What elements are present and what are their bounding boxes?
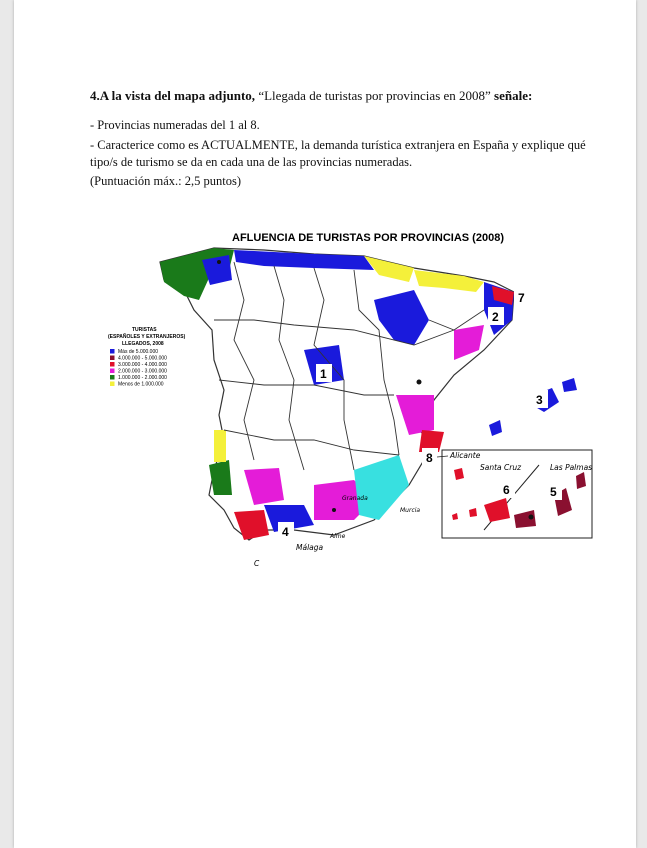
title-end: señale: [494,88,533,103]
title-bold: 4.A la vista del mapa adjunto, [90,88,256,103]
number-label: 8 [426,451,433,465]
legend-swatch [110,349,115,354]
legend-swatch [110,369,115,374]
legend-label: Más de 5.000.000 [118,349,159,355]
legend-title-2: (ESPAÑOLES Y EXTRANJEROS) [108,334,186,340]
annotation-cadiz: C [254,559,260,568]
legend-swatch [110,362,115,367]
instruction-1: - Provincias numeradas del 1 al 8. [90,118,260,132]
number-label: 7 [518,291,525,305]
annotation-murcia: Murcia [400,507,421,514]
legend-swatch [110,375,115,380]
legend-title-1: TURISTAS [132,327,157,333]
legend-label: Menos de 1.000.000 [118,381,164,388]
annotation-granada: Granada [342,495,368,502]
score-line: (Puntuación máx.: 2,5 puntos) [90,174,242,188]
annotation-alicante: Alicante [450,451,481,460]
region-red-cadiz [234,510,269,540]
map-title: AFLUENCIA DE TURISTAS POR PROVINCIAS (2008) [232,232,504,244]
number-label: 3 [536,393,543,407]
legend-title-3: LLEGADOS, 2008 [122,341,164,347]
number-label: 4 [282,525,289,539]
number-label: 2 [492,310,499,324]
map-legend [108,327,186,388]
legend-label: 4.000.000 - 5.000.000 [118,355,167,362]
number-label: 1 [320,367,327,381]
legend-label: 1.000.000 - 2.000.000 [118,375,167,381]
annotation-malaga: Málaga [296,543,324,552]
number-label: 5 [550,485,557,499]
title-quote: “Llegada de turistas por provincias en 2008” [258,88,491,103]
tourism-map [14,0,636,848]
document-page [14,0,636,848]
instruction-2: - Caracterice como es ACTUALMENTE, la demanda turística extranjera en España y explique qué tipo/s de turismo se da en cada una de las provincias numeradas. [90,138,586,169]
legend-label: 3.000.000 - 4.000.000 [118,362,167,368]
legend-swatch [110,356,115,361]
legend-items [110,349,167,388]
legend-label: 2.000.000 - 3.000.000 [118,368,167,375]
region-yellow-badajoz [214,430,226,462]
annotation-las-palmas: Las Palmas [550,463,593,472]
number-label: 6 [503,483,510,497]
legend-swatch [110,382,115,387]
annotation-almeria: Alme [330,533,346,540]
annotation-santa-cruz: Santa Cruz [480,463,522,472]
